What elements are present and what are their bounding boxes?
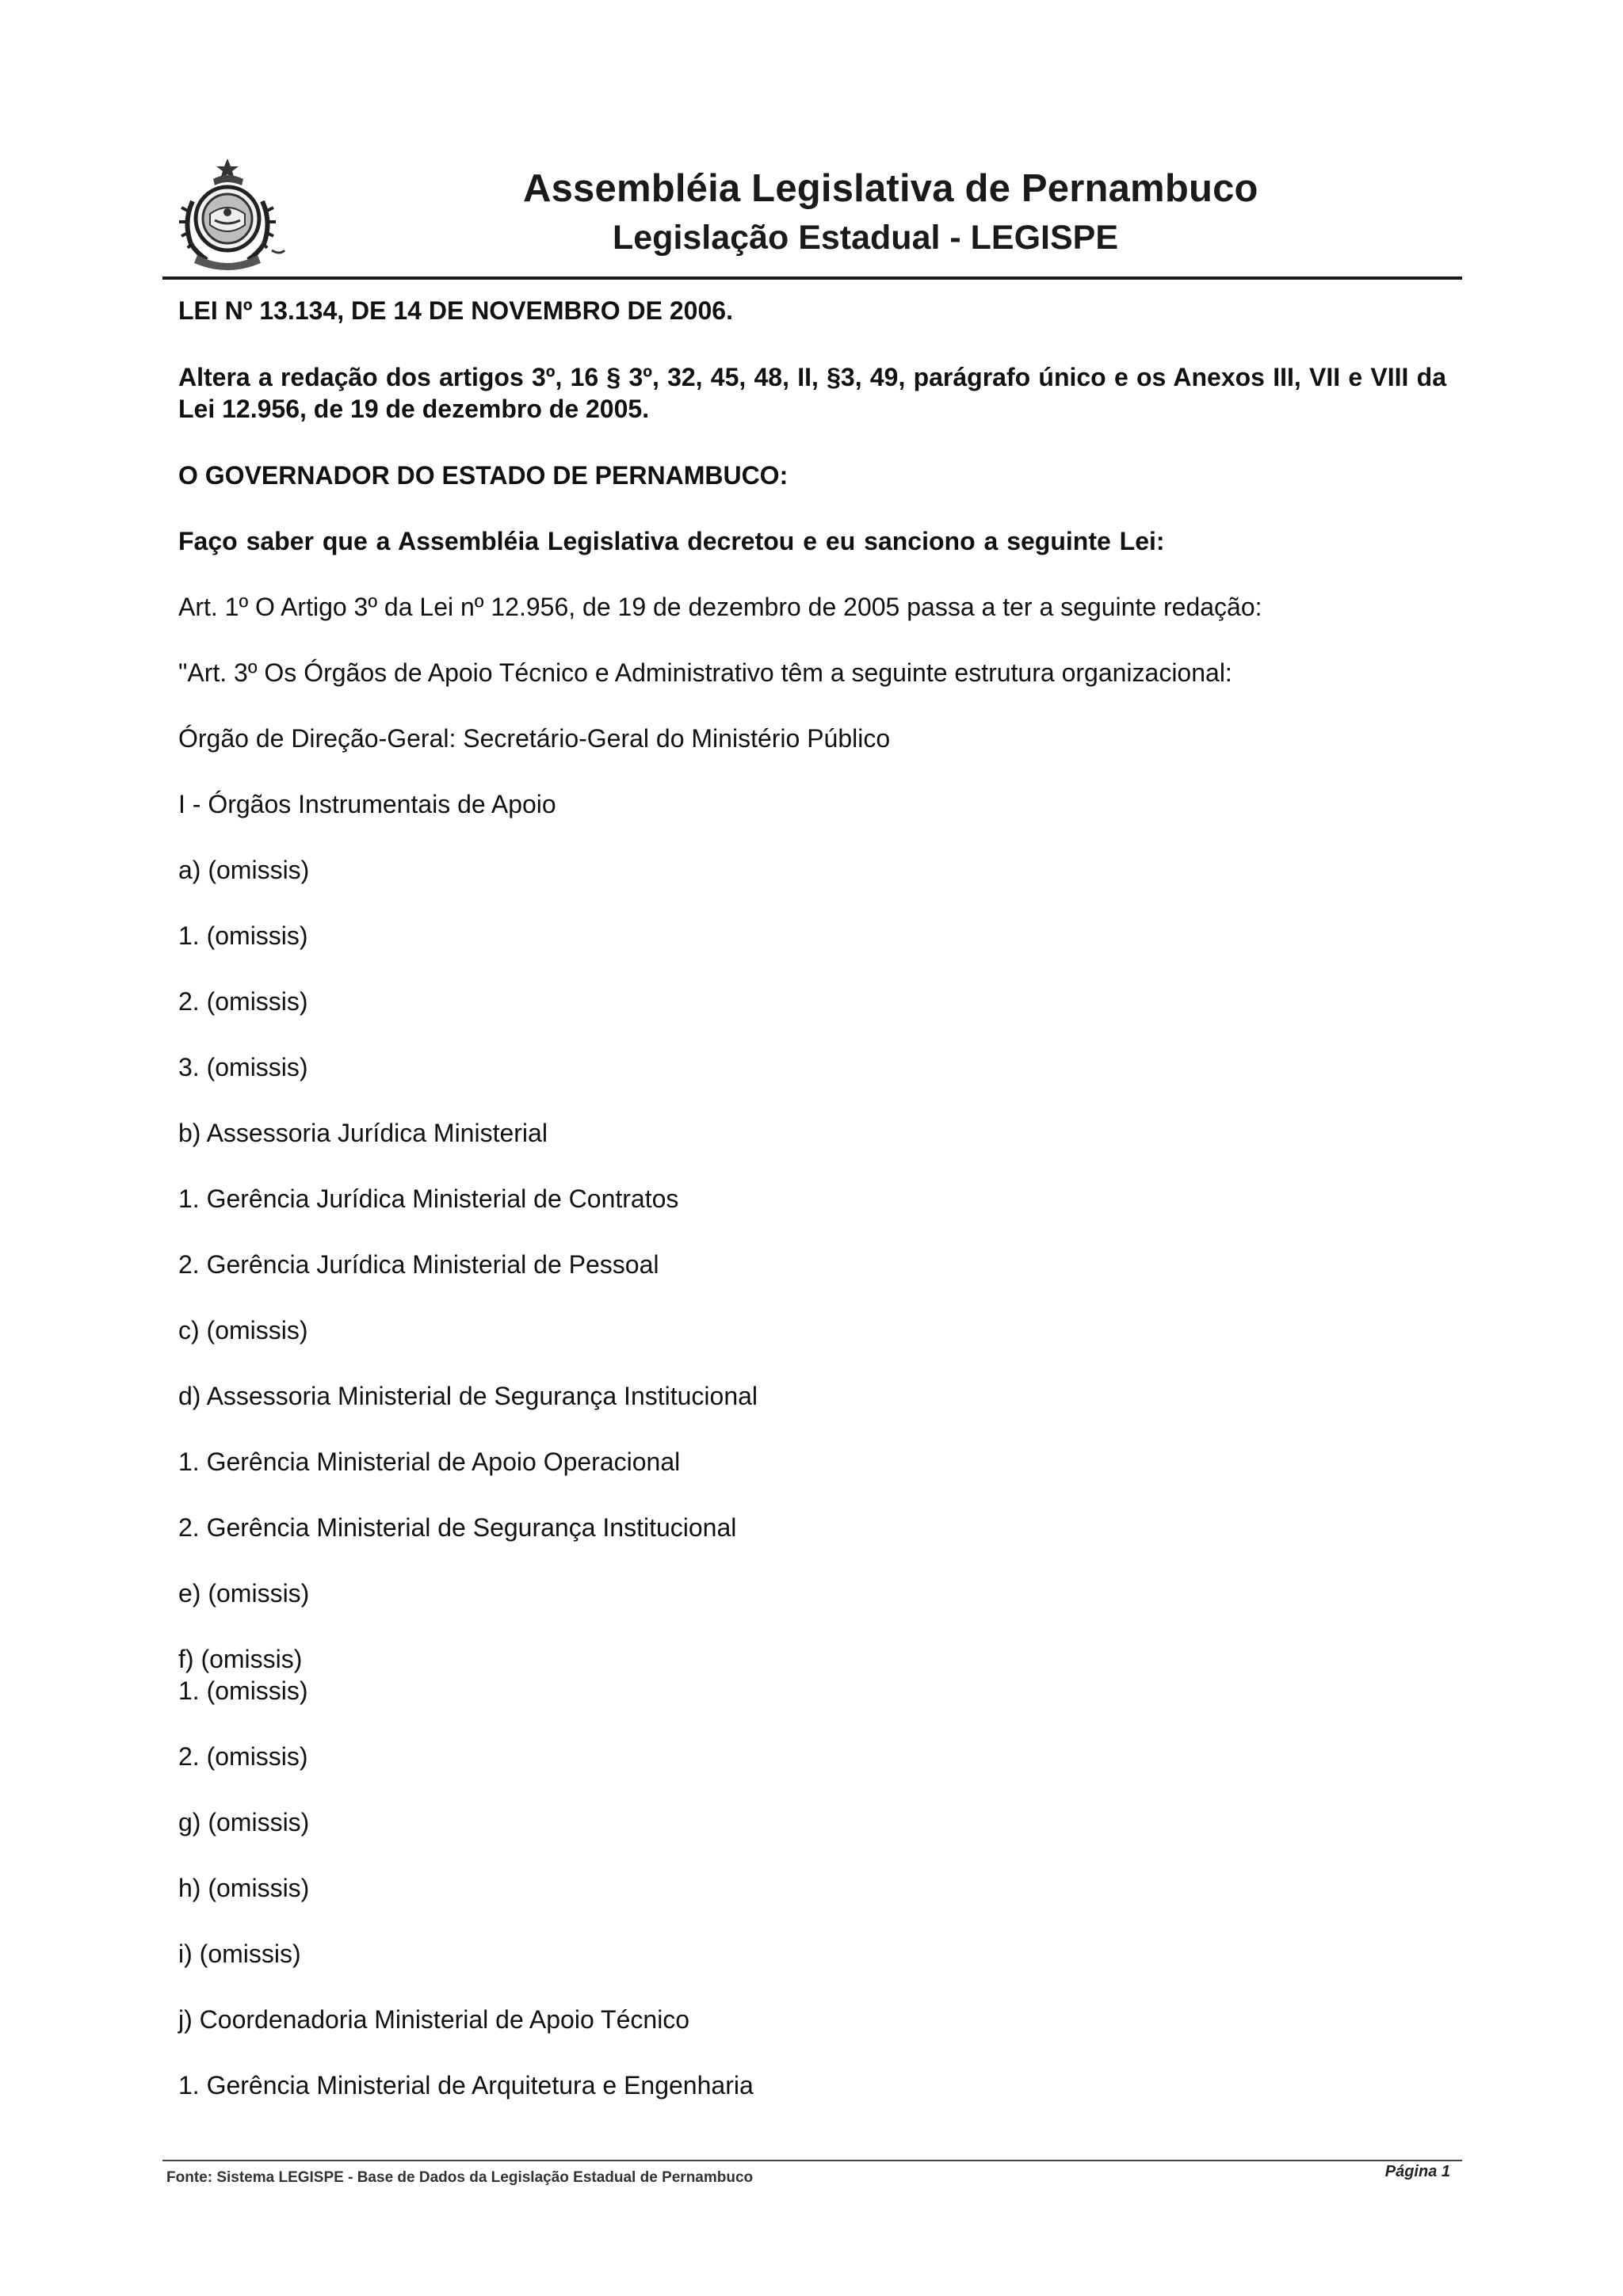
list-item: f) (omissis) [178, 1645, 303, 1673]
governor-heading: O GOVERNADOR DO ESTADO DE PERNAMBUCO: [178, 461, 789, 490]
list-item: a) (omissis) [178, 856, 310, 884]
list-item: g) (omissis) [178, 1808, 310, 1836]
list-item: 1. (omissis) [178, 1676, 308, 1705]
list-item: 2. Gerência Jurídica Ministerial de Pessoal [178, 1250, 659, 1279]
page-header [162, 151, 1462, 277]
list-item: h) (omissis) [178, 1874, 310, 1902]
header-divider [162, 277, 1462, 280]
list-item: e) (omissis) [178, 1579, 310, 1608]
paragraph-direction: Órgão de Direção-Geral: Secretário-Geral do Ministério Público [178, 724, 891, 753]
list-item: b) Assessoria Jurídica Ministerial [178, 1119, 548, 1147]
list-item: i) (omissis) [178, 1939, 301, 1968]
list-item: 2. (omissis) [178, 1742, 308, 1771]
coat-of-arms-pernambuco-icon [178, 155, 291, 273]
list-item: 2. Gerência Ministerial de Segurança Institucional [178, 1513, 737, 1542]
enactment-clause: Faço saber que a Assembléia Legislativa decretou e eu sanciono a seguinte Lei: [178, 527, 1165, 555]
document-body [178, 295, 1446, 2135]
list-item: d) Assessoria Ministerial de Segurança Institucional [178, 1382, 758, 1410]
law-title: LEI Nº 13.134, DE 14 DE NOVEMBRO DE 2006. [178, 296, 733, 325]
list-item: j) Coordenadoria Ministerial de Apoio Técnico [178, 2005, 690, 2034]
header-subtitle: Legislação Estadual - LEGISPE [613, 219, 1119, 257]
list-item: 1. (omissis) [178, 921, 308, 950]
header-title: Assembléia Legislativa de Pernambuco [523, 167, 1258, 210]
paragraph-article-3: "Art. 3º Os Órgãos de Apoio Técnico e Administrativo têm a seguinte estrutura organizacional: [178, 658, 1232, 687]
page-number: Página 1 [1384, 2163, 1450, 2180]
footer-divider [162, 2160, 1462, 2161]
paragraph-article-1: Art. 1º O Artigo 3º da Lei nº 12.956, de 19 de dezembro de 2005 passa a ter a seguinte redação: [178, 593, 1262, 621]
list-item: 1. Gerência Ministerial de Arquitetura e Engenharia [178, 2071, 754, 2100]
list-item: 2. (omissis) [178, 987, 308, 1016]
list-item: 1. Gerência Jurídica Ministerial de Contratos [178, 1184, 679, 1213]
list-item: c) (omissis) [178, 1316, 308, 1344]
list-item: I - Órgãos Instrumentais de Apoio [178, 790, 556, 818]
law-summary: Altera a redação dos artigos 3º, 16 § 3º, 32, 45, 48, II, §3, 49, parágrafo único e os Anexos III, VII e VIII da Lei 12.956, de 19 de dezembro de 2005. [178, 363, 1446, 423]
footer-source: Fonte: Sistema LEGISPE - Base de Dados da Legislação Estadual de Pernambuco [166, 2169, 754, 2186]
list-item: 1. Gerência Ministerial de Apoio Operacional [178, 1447, 681, 1476]
list-item: 3. (omissis) [178, 1053, 308, 1081]
